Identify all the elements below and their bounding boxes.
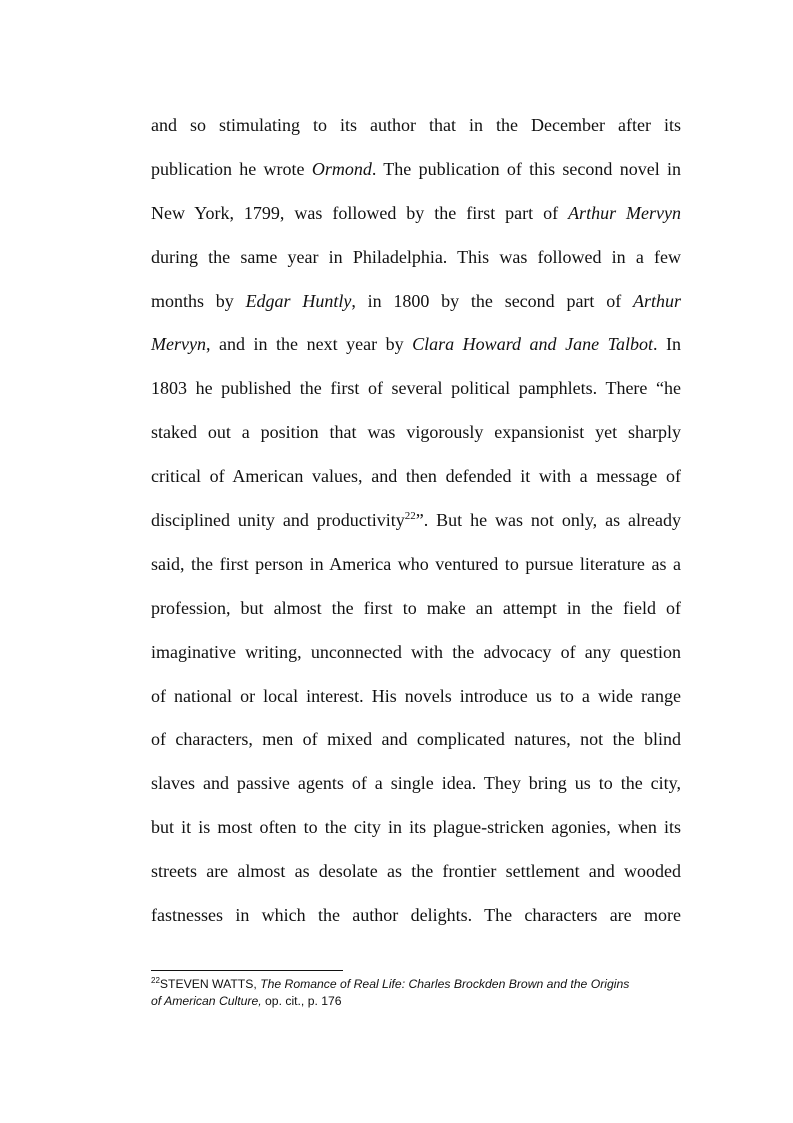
body-paragraph (151, 104, 681, 938)
text-run: of national or local interest. His novels introduce us to a wide range (151, 685, 681, 706)
footnote-line-2 (151, 993, 691, 1010)
text-line (151, 806, 681, 850)
text-run: New York, 1799, was followed by the first part of (151, 202, 569, 223)
text-line (151, 850, 681, 894)
italic-title: Mervyn (151, 334, 206, 355)
italic-title: Arthur (632, 290, 681, 311)
italic-title: Clara Howard and Jane Talbot (412, 334, 653, 355)
text-run: imaginative writing, unconnected with the advocacy of any question (151, 641, 681, 662)
text-run: streets are almost as desolate as the frontier settlement and wooded (151, 861, 681, 882)
text-run: said, the first person in America who ventured to pursue literature as a (151, 553, 681, 574)
footnote-marker: 22 (151, 976, 160, 985)
footnote-title-part-2: of American Culture, (151, 994, 262, 1008)
text-line (151, 323, 681, 367)
text-run: staked out a position that was vigorously expansionist yet sharply (151, 422, 681, 443)
text-run: of characters, men of mixed and complicated natures, not the blind (151, 729, 681, 750)
text-line (151, 631, 681, 675)
text-line (151, 675, 681, 719)
text-run: during the same year in Philadelphia. This was followed in a few (151, 246, 681, 267)
text-run: critical of American values, and then defended it with a message of (151, 466, 681, 487)
text-run: , and in the next year by (205, 334, 413, 355)
footnote-reference-marker: 22 (404, 510, 416, 523)
text-run: ”. But he was not only, as already (415, 510, 681, 531)
footnote-reference: op. cit., p. 176 (261, 994, 342, 1008)
text-line (151, 543, 681, 587)
text-line (151, 236, 681, 280)
text-line (151, 411, 681, 455)
text-run: fastnesses in which the author delights. The characters are more (151, 905, 681, 926)
footnote-title-part-1: The Romance of Real Life: Charles Brockden Brown and the Origins (260, 977, 630, 991)
footnote-author: STEVEN WATTS, (159, 977, 261, 991)
italic-title: Arthur Mervyn (568, 202, 681, 223)
text-line (151, 499, 681, 543)
footnote-line-1 (151, 976, 691, 993)
text-run: . In (652, 334, 681, 355)
text-line (151, 587, 681, 631)
text-run: profession, but almost the first to make an attempt in the field of (151, 597, 681, 618)
italic-title: Ormond (311, 158, 372, 179)
text-line (151, 455, 681, 499)
text-run: , in 1800 by the second part of (351, 290, 633, 311)
text-run: . The publication of this second novel in (371, 158, 681, 179)
footnote-separator (151, 970, 343, 971)
text-run: 1803 he published the first of several political pamphlets. There “he (151, 378, 681, 399)
text-line (151, 148, 681, 192)
text-run: but it is most often to the city in its plague-stricken agonies, when its (151, 817, 681, 838)
text-run: slaves and passive agents of a single idea. They bring us to the city, (151, 773, 681, 794)
text-line (151, 762, 681, 806)
text-run: disciplined unity and productivity (151, 510, 405, 531)
text-run: publication he wrote (151, 158, 312, 179)
text-line (151, 367, 681, 411)
text-line (151, 280, 681, 324)
text-line (151, 894, 681, 938)
text-line (151, 192, 681, 236)
text-run: months by (151, 290, 246, 311)
text-run: and so stimulating to its author that in the December after its (151, 115, 681, 135)
italic-title: Edgar Huntly (245, 290, 352, 311)
text-line (151, 104, 681, 148)
text-line (151, 718, 681, 762)
footnote (151, 976, 691, 1010)
